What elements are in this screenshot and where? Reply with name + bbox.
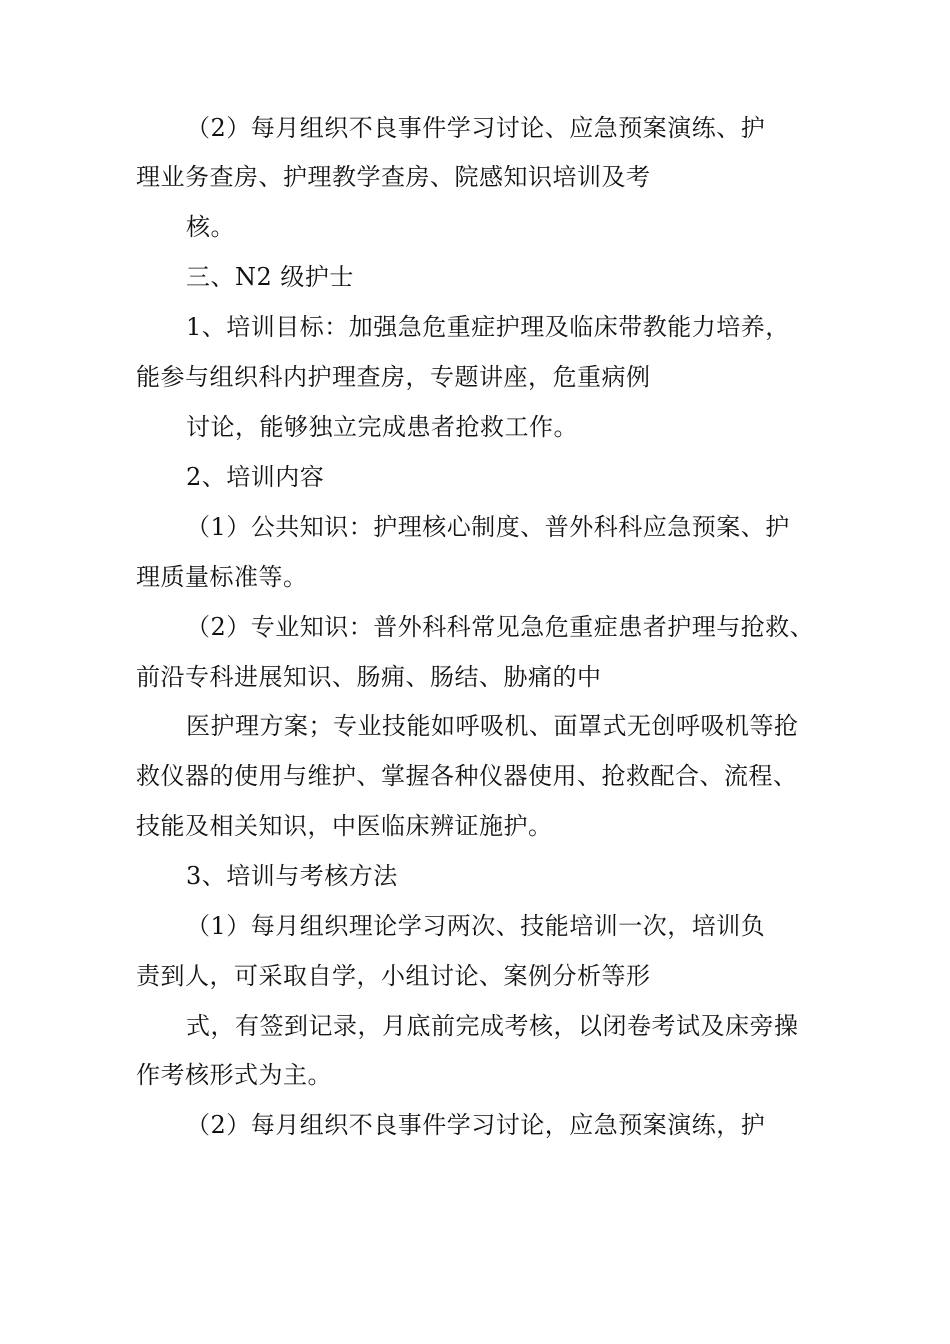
section-heading: 三、N2 级护士: [186, 263, 354, 291]
paragraph-line: 能参与组织科内护理查房，专题讲座，危重病例: [136, 363, 651, 391]
paragraph-line: 核。: [186, 213, 235, 241]
paragraph-line: 理质量标准等。: [136, 563, 308, 591]
paragraph-line: 作考核形式为主。: [136, 1061, 332, 1089]
paragraph-line: 救仪器的使用与维护、掌握各种仪器使用、抢救配合、流程、: [136, 762, 798, 790]
subsection-heading: 2、培训内容: [186, 463, 325, 491]
paragraph-line: 前沿专科进展知识、肠痈、肠结、胁痛的中: [136, 663, 602, 691]
paragraph-line: 医护理方案；专业技能如呼吸机、面罩式无创呼吸机等抢: [186, 712, 799, 740]
paragraph-line: （1）每月组织理论学习两次、技能培训一次，培训负: [186, 912, 766, 940]
subsection-heading: 3、培训与考核方法: [186, 862, 398, 890]
paragraph-line: （2）每月组织不良事件学习讨论，应急预案演练，护: [186, 1111, 766, 1139]
paragraph-line: 1、培训目标：加强急危重症护理及临床带教能力培养，: [186, 313, 790, 341]
paragraph-line: 技能及相关知识，中医临床辨证施护。: [136, 812, 553, 840]
paragraph-line: 理业务查房、护理教学查房、院感知识培训及考: [136, 163, 651, 191]
paragraph-line: 讨论，能够独立完成患者抢救工作。: [186, 413, 578, 441]
paragraph-line: （2）专业知识：普外科科常见急危重症患者护理与抢救、: [186, 613, 815, 641]
paragraph-line: （1）公共知识：护理核心制度、普外科科应急预案、护: [186, 513, 790, 541]
paragraph-line: （2）每月组织不良事件学习讨论、应急预案演练、护: [186, 114, 766, 142]
paragraph-line: 责到人，可采取自学，小组讨论、案例分析等形: [136, 962, 651, 990]
paragraph-line: 式，有签到记录，月底前完成考核，以闭卷考试及床旁操: [186, 1012, 799, 1040]
